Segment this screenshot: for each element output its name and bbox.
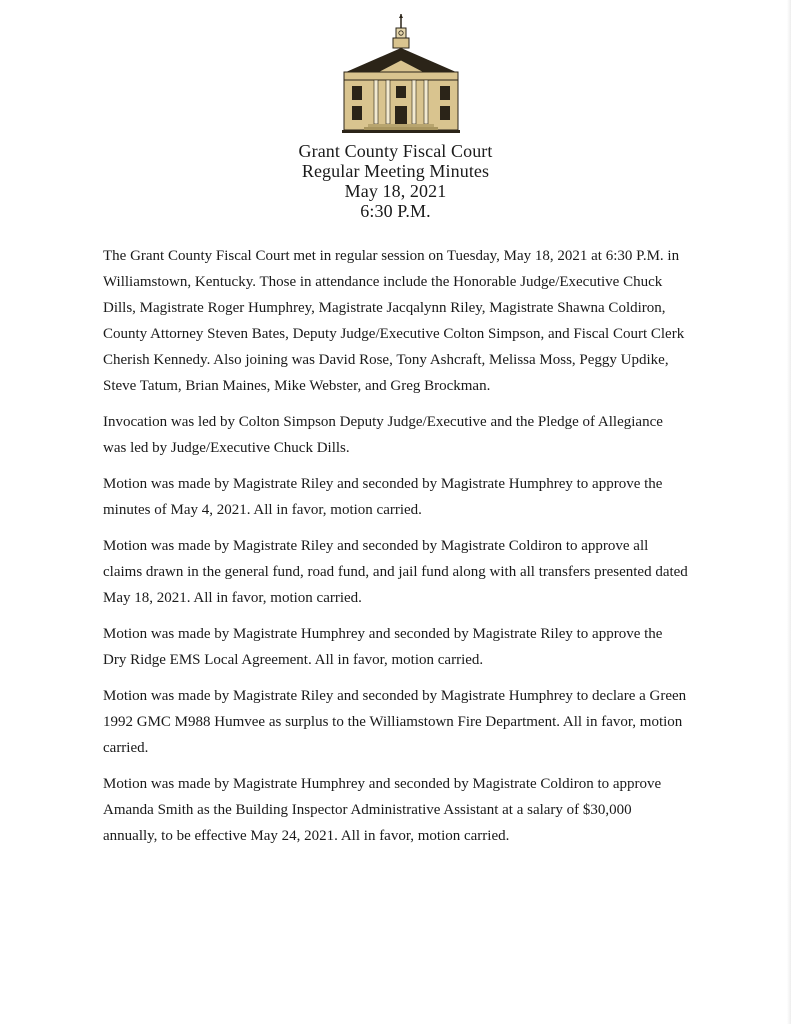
paragraph-line: was led by Judge/Executive Chuck Dills. (103, 440, 350, 456)
document-title: Regular Meeting Minutes (301, 161, 490, 181)
organization-name: Grant County Fiscal Court (298, 141, 493, 161)
motion-paragraph (103, 471, 713, 523)
paragraph-line: Dills, Magistrate Roger Humphrey, Magistrate Jacqalynn Riley, Magistrate Shawna Coldiron, (103, 300, 666, 316)
paragraph-line: Motion was made by Magistrate Humphrey and seconded by Magistrate Coldiron to approve (103, 776, 662, 792)
paragraph-line: annually, to be effective May 24, 2021. All in favor, motion carried. (103, 828, 510, 844)
paragraph-line: claims drawn in the general fund, road fund, and jail fund along with all transfers presented dated (103, 564, 688, 580)
paragraph-line: County Attorney Steven Bates, Deputy Judge/Executive Colton Simpson, and Fiscal Court Clerk (103, 326, 685, 342)
paragraph-line: minutes of May 4, 2021. All in favor, motion carried. (103, 502, 422, 518)
paragraph-line: Invocation was led by Colton Simpson Deputy Judge/Executive and the Pledge of Allegiance (103, 414, 663, 430)
attendance-paragraph (103, 243, 713, 399)
paragraph-line: Motion was made by Magistrate Riley and seconded by Magistrate Humphrey to declare a Green (103, 688, 687, 704)
paragraph-line: Motion was made by Magistrate Riley and seconded by Magistrate Coldiron to approve all (103, 538, 649, 554)
scan-edge (787, 0, 791, 1024)
paragraph-line: Amanda Smith as the Building Inspector Administrative Assistant at a salary of $30,000 (103, 802, 632, 818)
paragraph-line: May 18, 2021. All in favor, motion carried. (103, 590, 362, 606)
courthouse-logo-icon (338, 14, 464, 136)
paragraph-line: Steve Tatum, Brian Maines, Mike Webster, and Greg Brockman. (103, 378, 491, 394)
paragraph-line: 1992 GMC M988 Humvee as surplus to the Williamstown Fire Department. All in favor, motion (103, 714, 683, 730)
paragraph-line: Cherish Kennedy. Also joining was David Rose, Tony Ashcraft, Melissa Moss, Peggy Updike, (103, 352, 669, 368)
paragraph-line: Motion was made by Magistrate Humphrey and seconded by Magistrate Riley to approve the (103, 626, 663, 642)
paragraph-line: The Grant County Fiscal Court met in regular session on Tuesday, May 18, 2021 at 6:30 P.M. in (103, 248, 680, 264)
paragraph-line: Motion was made by Magistrate Riley and seconded by Magistrate Humphrey to approve the (103, 476, 663, 492)
motion-paragraph (103, 771, 713, 849)
motion-paragraph (103, 621, 713, 673)
paragraph-line: carried. (103, 740, 149, 756)
invocation-paragraph (103, 409, 713, 461)
motion-paragraph (103, 533, 713, 611)
paragraph-line: Dry Ridge EMS Local Agreement. All in favor, motion carried. (103, 652, 484, 668)
paragraph-line: Williamstown, Kentucky. Those in attendance include the Honorable Judge/Executive Chuck (103, 274, 663, 290)
meeting-date: May 18, 2021 (344, 181, 447, 201)
motion-paragraph (103, 683, 713, 761)
minutes-body (103, 243, 713, 859)
document-header (0, 141, 791, 221)
meeting-time: 6:30 P.M. (360, 201, 431, 221)
